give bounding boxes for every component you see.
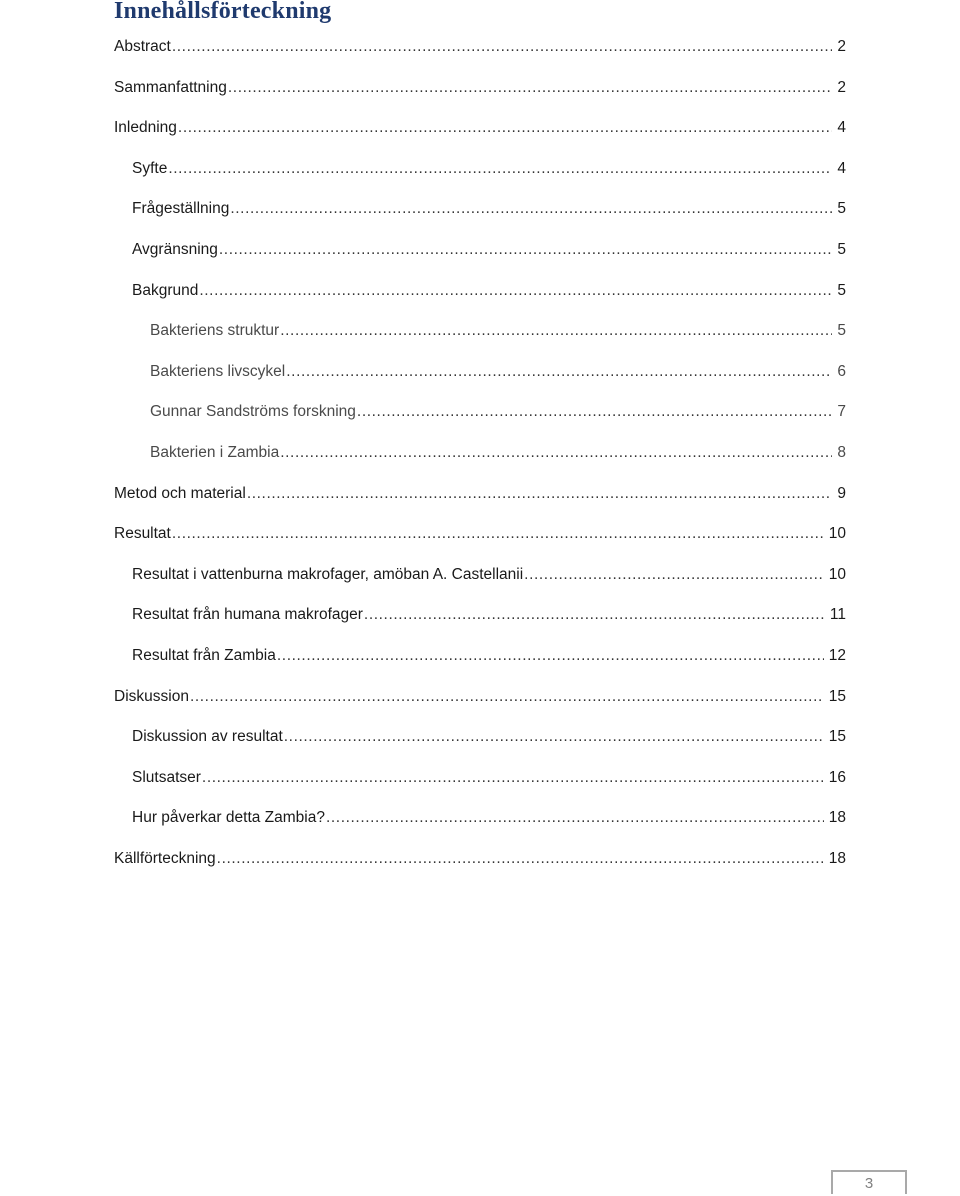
toc-entry-label: Syfte: [132, 159, 168, 177]
toc-entry-fragestallning[interactable]: [114, 198, 846, 239]
dot-leader: [277, 645, 824, 667]
toc-page-number: 4: [837, 159, 846, 177]
dot-leader: [247, 483, 833, 505]
toc-entry-diskussion-av-resultat[interactable]: [114, 726, 846, 767]
toc-page-number: 2: [837, 38, 846, 55]
dot-leader: [219, 239, 832, 261]
toc-page-number: 2: [837, 78, 846, 96]
toc-page-number: 11: [829, 606, 846, 624]
dot-leader: [284, 726, 824, 748]
table-of-contents: [114, 36, 846, 888]
toc-entry-label: Bakgrund: [132, 281, 199, 299]
dot-leader: [230, 198, 832, 220]
toc-entry-kallforteckning[interactable]: [114, 848, 846, 889]
dot-leader: [228, 77, 833, 99]
toc-entry-sammanfattning[interactable]: [114, 77, 846, 118]
toc-page-number: 5: [837, 240, 846, 258]
toc-entry-resultat[interactable]: [114, 523, 846, 564]
dot-leader: [286, 361, 832, 383]
toc-entry-bakterien-i-zambia[interactable]: [114, 442, 846, 483]
toc-entry-label: Källförteckning: [114, 849, 216, 867]
dot-leader: [202, 767, 824, 789]
footer-page-number: 3: [831, 1170, 907, 1194]
toc-entry-bakteriens-livscykel[interactable]: [114, 361, 846, 402]
toc-entry-label: Bakteriens livscykel: [150, 362, 286, 380]
toc-entry-label: Avgränsning: [132, 240, 218, 258]
toc-entry-resultat-vattenburna-makrofager[interactable]: [114, 564, 846, 605]
toc-entry-resultat-humana-makrofager[interactable]: [114, 604, 846, 645]
toc-entry-inledning[interactable]: [114, 117, 846, 158]
toc-page-number: 18: [828, 849, 846, 867]
toc-page-number: 5: [837, 200, 846, 218]
toc-entry-label: Abstract: [114, 38, 171, 55]
dot-leader: [357, 401, 832, 423]
toc-entry-label: Frågeställning: [132, 200, 230, 218]
toc-entry-resultat-fran-zambia[interactable]: [114, 645, 846, 686]
toc-entry-syfte[interactable]: [114, 158, 846, 199]
toc-entry-label: Diskussion av resultat: [132, 728, 283, 746]
toc-entry-label: Hur påverkar detta Zambia?: [132, 809, 325, 827]
dot-leader: [172, 523, 824, 545]
toc-entry-label: Inledning: [114, 119, 177, 137]
toc-entry-diskussion[interactable]: [114, 686, 846, 727]
toc-entry-abstract[interactable]: [114, 36, 846, 77]
dot-leader: [217, 848, 824, 870]
toc-entry-label: Slutsatser: [132, 768, 201, 786]
toc-page-number: 7: [837, 403, 846, 421]
dot-leader: [172, 36, 833, 58]
toc-entry-label: Resultat i vattenburna makrofager, amöban A. Castellanii: [132, 565, 524, 583]
toc-entry-label: Gunnar Sandströms forskning: [150, 403, 356, 421]
toc-entry-label: Resultat från Zambia: [132, 646, 276, 664]
toc-page-number: 8: [837, 443, 846, 461]
dot-leader: [280, 442, 832, 464]
toc-page-number: 4: [837, 119, 846, 137]
toc-page-number: 6: [837, 362, 846, 380]
toc-page-number: 5: [837, 281, 846, 299]
toc-entry-avgransning[interactable]: [114, 239, 846, 280]
dot-leader: [326, 807, 824, 829]
toc-entry-label: Bakteriens struktur: [150, 322, 280, 340]
toc-entry-bakgrund[interactable]: [114, 280, 846, 321]
toc-page-number: 12: [828, 646, 846, 664]
toc-page-number: 15: [828, 687, 846, 705]
toc-entry-gunnar-sandstroms-forskning[interactable]: [114, 401, 846, 442]
toc-entry-hur-paverkar-detta-zambia[interactable]: [114, 807, 846, 848]
dot-leader: [178, 117, 832, 139]
toc-entry-label: Resultat från humana makrofager: [132, 606, 363, 624]
toc-page-number: 10: [828, 565, 846, 583]
page-title: Innehållsförteckning: [114, 0, 332, 24]
toc-entry-label: Resultat: [114, 525, 171, 543]
toc-entry-slutsatser[interactable]: [114, 767, 846, 808]
toc-page-number: 18: [828, 809, 846, 827]
dot-leader: [364, 604, 825, 626]
toc-entry-label: Diskussion: [114, 687, 189, 705]
toc-entry-label: Metod och material: [114, 484, 246, 502]
toc-page-number: 9: [837, 484, 846, 502]
toc-page-number: 15: [828, 728, 846, 746]
dot-leader: [524, 564, 824, 586]
dot-leader: [199, 280, 832, 302]
toc-page-number: 5: [837, 322, 846, 340]
toc-entry-bakteriens-struktur[interactable]: [114, 320, 846, 361]
dot-leader: [168, 158, 832, 180]
toc-entry-metod-och-material[interactable]: [114, 483, 846, 524]
toc-entry-label: Bakterien i Zambia: [150, 443, 280, 461]
toc-page-number: 10: [828, 525, 846, 543]
toc-page-number: 16: [828, 768, 846, 786]
toc-entry-label: Sammanfattning: [114, 78, 227, 96]
dot-leader: [190, 686, 824, 708]
dot-leader: [280, 320, 832, 342]
